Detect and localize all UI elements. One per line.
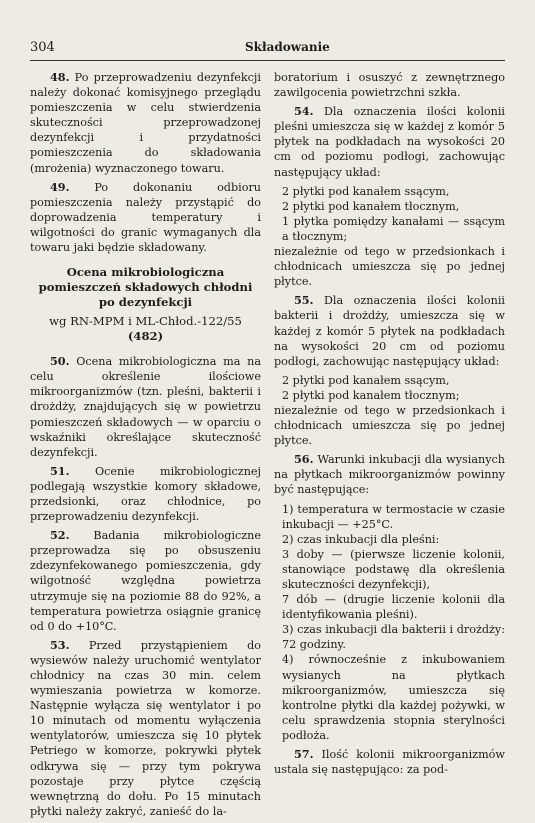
list-item: 2 płytki pod kanałem ssącym,: [282, 184, 450, 198]
paragraph-54-tail: niezależnie od tego w przedsionkach i chłodnicach umieszcza się po jednej płytce.: [274, 245, 505, 289]
list-item: 2) czas inkubacji dla pleśni:: [282, 532, 440, 546]
page-number: 304: [30, 40, 55, 55]
list-item: 2 płytki pod kanałem tłocznym,: [282, 199, 460, 213]
section-title: Ocena mikrobiologiczna pomieszczeń składowych chłodni po dezynfekcji: [38, 265, 253, 310]
paragraph-48: 48. Po przeprowadzeniu dezynfekcji należy dokonać komisyjnego przeglądu pomieszczenia w celu stwierdzenia skuteczności przeprowadzonej dezynfekcji i przydatności pomieszczenia do składowania (mrożenia) wyznaczonego towaru.: [30, 70, 261, 175]
paragraph-49: 49. Po dokonaniu odbioru pomieszczenia należy przystąpić do doprowadzenia temperatury i wilgotności do granic wymaganych dla towaru jaki będzie składowany.: [30, 179, 261, 255]
page-header: [30, 40, 505, 56]
paragraph-51: 51. Ocenie mikrobiologicznej podlegają wszystkie komory składowe, przedsionki, oraz chłodnice, po przeprowadzeniu dezynfekcji.: [30, 463, 261, 524]
continuation-text: boratorium i osuszyć z zewnętrznego zawilgocenia powietrzchni szkła.: [274, 71, 505, 100]
list-item: 7 dób — (drugie liczenie kolonii dla identyfikowania pleśni).: [282, 593, 505, 622]
list-item: 3) czas inkubacji dla bakterii i drożdży: 72 godziny.: [282, 623, 505, 652]
list-item: 2 płytki pod kanałem tłocznym;: [282, 388, 460, 402]
list-item: 1 płytka pomiędzy kanałami — ssącym a tłocznym;: [282, 214, 505, 243]
left-column: [30, 70, 261, 823]
paragraph-54: 54. Dla oznaczenia ilości kolonii pleśni umieszcza się w każdej z komór 5 płytek na podkładach na wysokości 20 cm od poziomu podłogi, zachowując następujący układ:: [274, 104, 505, 179]
paragraph-57: 57. Ilość kolonii mikroorganizmów ustala się następująco: za pod-: [274, 747, 505, 777]
paragraph-52: 52. Badania mikrobiologiczne przeprowadza się po obsuszeniu zdezynfekowanego pomieszczenia, gdy wilgotność względna powietrza utrzymuje się na poziomie 88 do 92%, a temperatura powietrza osiągnie granicę od 0 do +10°C.: [30, 528, 262, 633]
list-item: 1) temperatura w termostacie w czasie inkubacji — +25°C.: [282, 502, 505, 531]
running-title: Składowanie: [245, 40, 330, 54]
list-item: 4) równocześnie z inkubowaniem wysianych na płytkach mikroorganizmów, umieszcza się kontrolne płytki dla każdej pożywki, w celu sprawdzenia stopnia sterylności podłoża.: [282, 653, 505, 742]
header-rule: [30, 60, 505, 61]
paragraph-55: 55. Dla oznaczenia ilości kolonii bakterii i drożdży, umieszcza się w każdej z komór 5 płytek na podkładach na wysokości 20 cm od poziomu podłogi, zachowując następujący układ:: [274, 293, 505, 368]
paragraph-55-tail: niezależnie od tego w przedsionkach i chłodnicach umieszcza się po jednej płytce.: [274, 403, 505, 448]
list-item: 2 płytki pod kanałem ssącym,: [282, 373, 450, 387]
paragraph-56: 56. Warunki inkubacji dla wysianych na płytkach mikroorganizmów powinny być następujące:: [274, 452, 506, 497]
paragraph-53: 53. Przed przystąpieniem do wysiewów należy uruchomić wentylator chłodnicy na czas 30 min. celem wymieszania powietrza w komorze. Następnie wyłącza się wentylator i po 10 minutach od momentu wyłączenia wentylatorów, umieszcza się 10 płytek Petriego w komorze, pokrywki płytek odkrywa się — przy tym pokrywa pozostaje przy płytce częścią wewnętrzną do dołu. Po 15 minutach płytki należy zakryć, zanieść do la-: [30, 637, 261, 818]
list-item: 3 doby — (pierwsze liczenie kolonii, stanowiące podstawę dla określenia skuteczności dezynfekcji),: [282, 547, 505, 591]
paragraph-50: 50. Ocena mikrobiologiczna ma na celu określenie ilościowe mikroorganizmów (tzn. pleśni, bakterii i drożdży, znajdujących się w powietrzu pomieszczeń składowych — w oparciu o wskaźniki określające skuteczność dezynfekcji.: [30, 354, 262, 459]
section-subtitle: wg RN-MPM i ML-Chłod.-122/55 (482): [49, 314, 242, 344]
right-column: [274, 70, 505, 781]
